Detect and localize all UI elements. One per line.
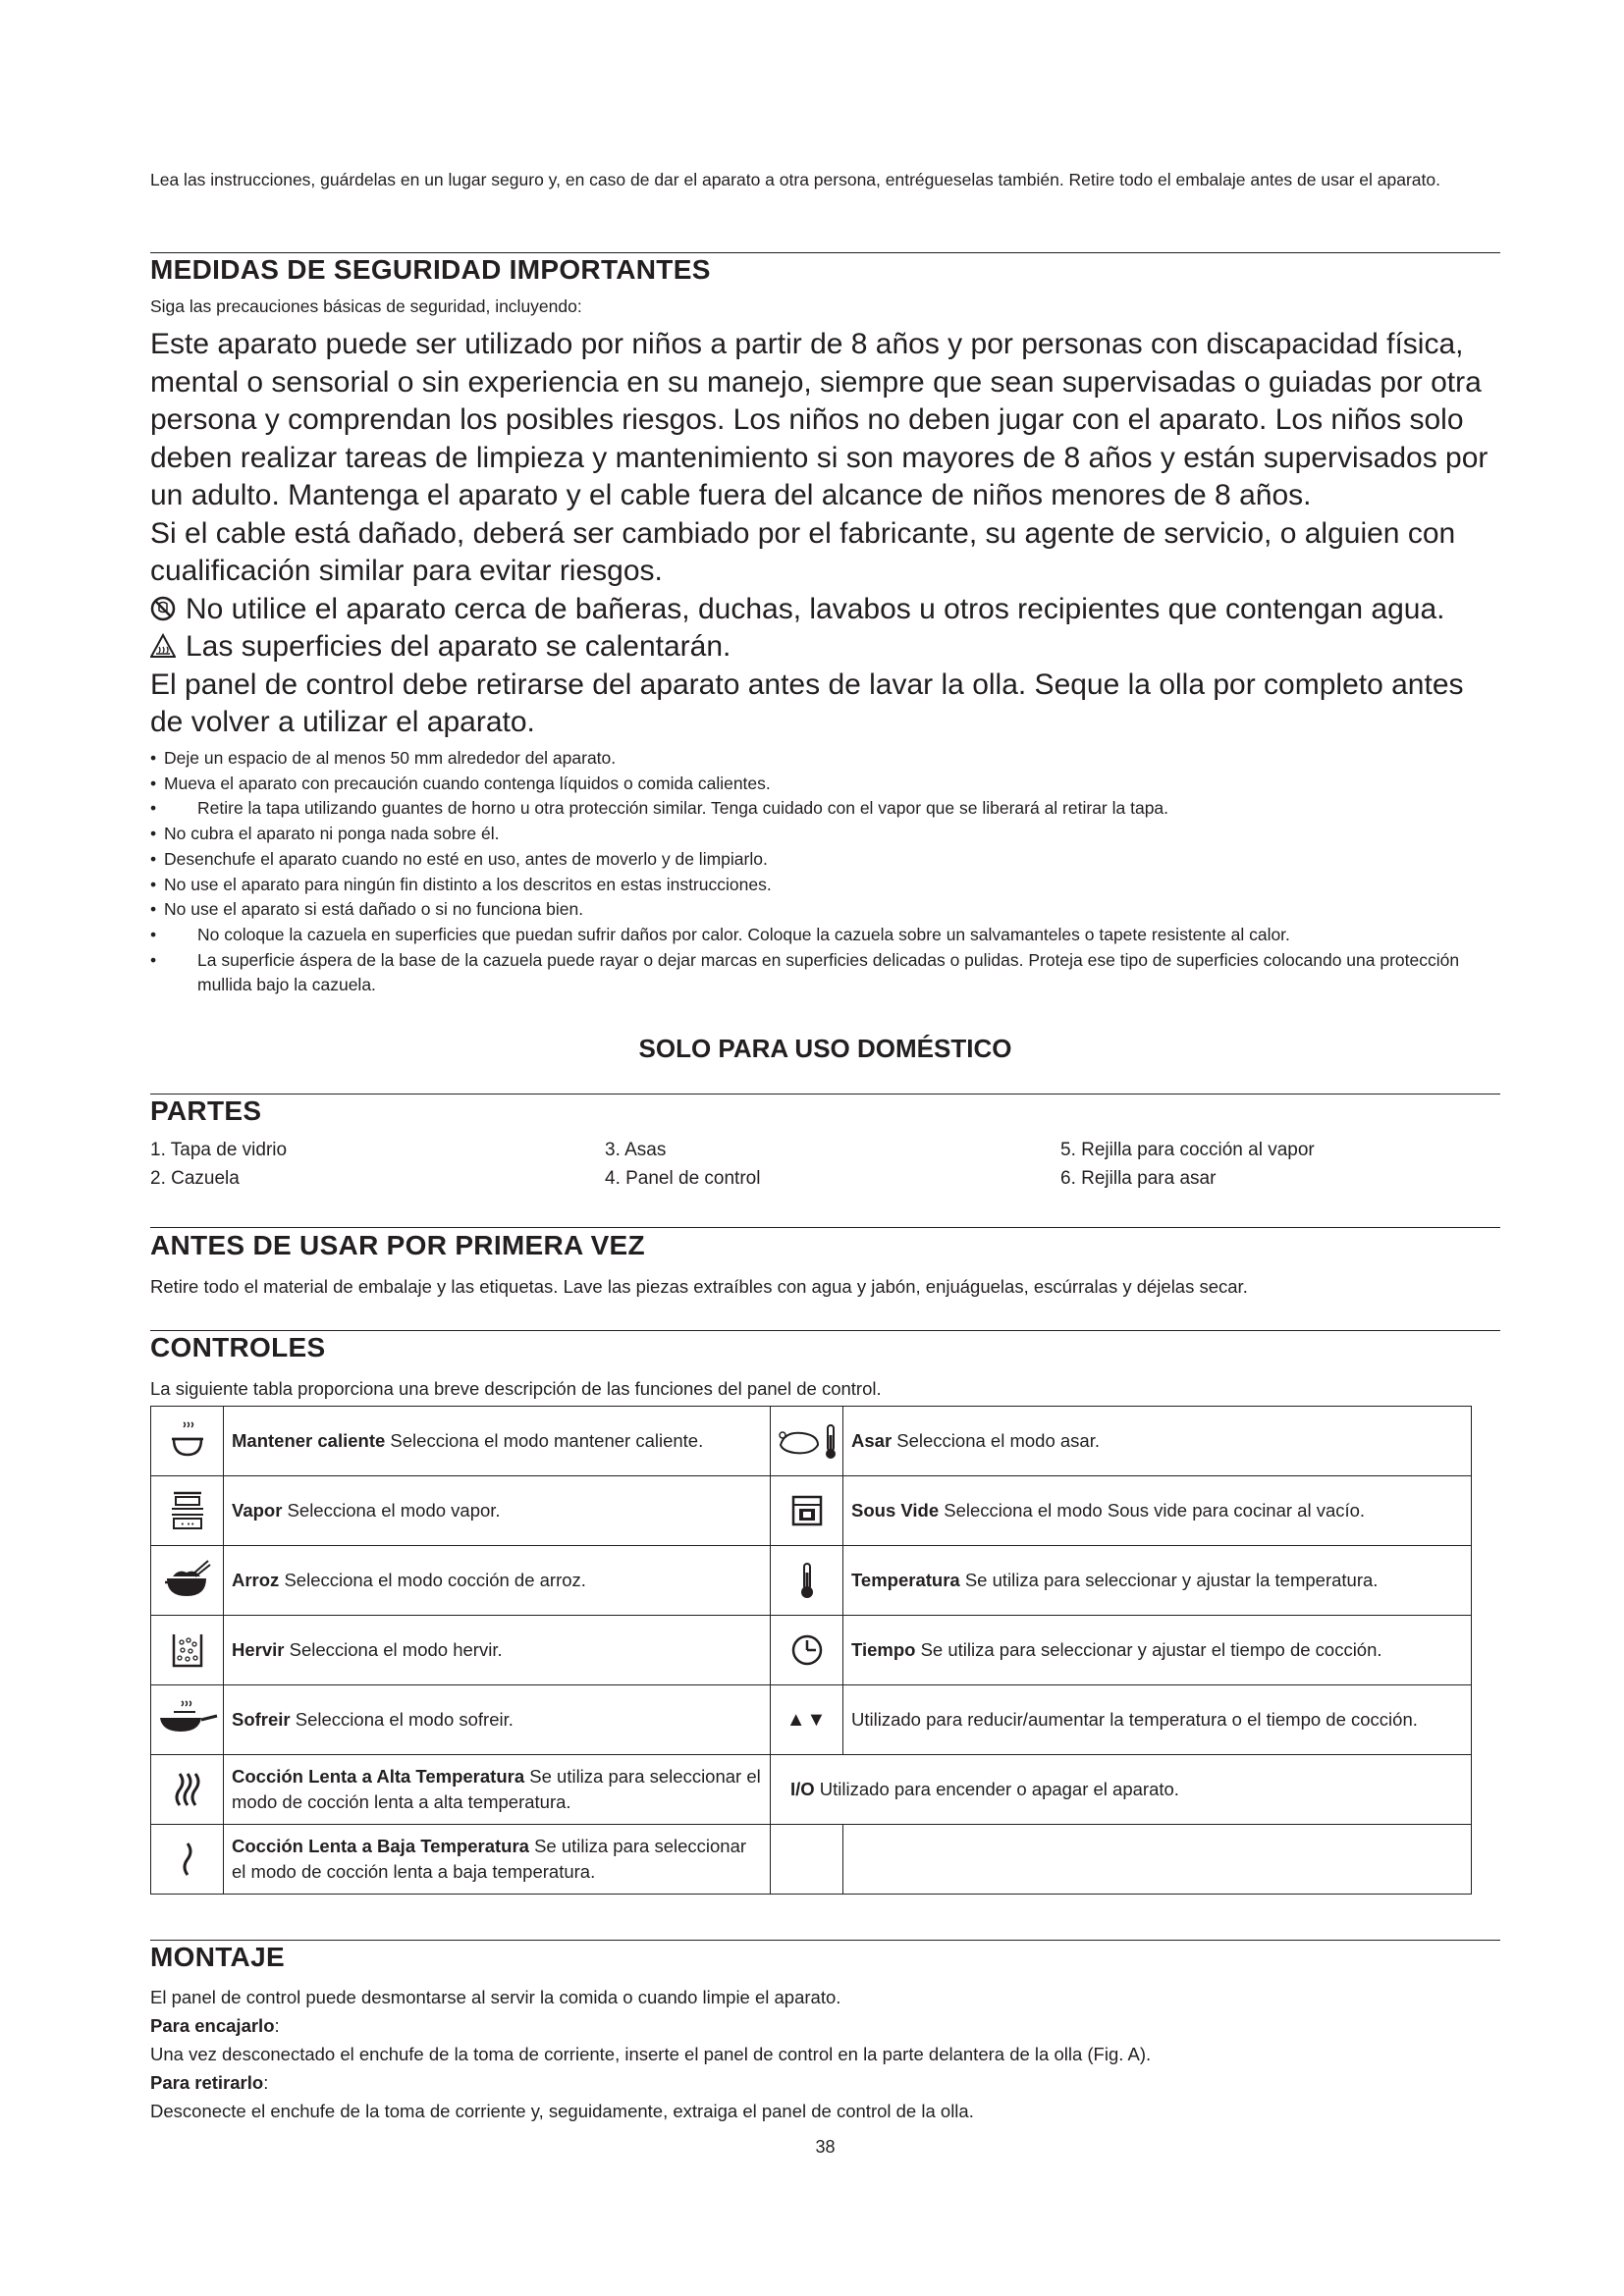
sous-vide-icon: [771, 1476, 843, 1546]
safety-subtitle: Siga las precauciones básicas de seguridad, incluyendo:: [150, 296, 582, 316]
control-name: Hervir: [232, 1639, 285, 1660]
control-name: Cocción Lenta a Baja Temperatura: [232, 1836, 529, 1856]
parts-col-1: [150, 1136, 287, 1193]
table-row: [151, 1616, 1472, 1685]
control-name: Sous Vide: [851, 1500, 940, 1521]
control-name: Arroz: [232, 1570, 280, 1590]
empty-cell: [843, 1825, 1472, 1895]
page-number: 38: [815, 2137, 836, 2157]
keep-warm-icon: [151, 1407, 224, 1476]
list-item: • No cubra el aparato ni ponga nada sobre él.: [150, 822, 1500, 847]
assembly-intro: El panel de control puede desmontarse al servir la comida o cuando limpie el aparato.: [150, 1987, 841, 2007]
empty-cell: [771, 1825, 843, 1895]
list-item: 3. Asas: [605, 1140, 667, 1160]
control-desc: [843, 1685, 1472, 1755]
svg-text:• ••: • ••: [180, 1521, 194, 1528]
parts-title: PARTES: [150, 1095, 262, 1126]
fry-pan-icon: [151, 1685, 224, 1755]
list-item: 5. Rejilla para cocción al vapor: [1060, 1140, 1315, 1160]
control-name: Asar: [851, 1430, 893, 1451]
divider: [150, 1094, 1500, 1095]
remove-label: Para retirarlo: [150, 2072, 264, 2093]
first-use-text: Retire todo el material de embalaje y las etiquetas. Lave las piezas extraíbles con agua y jabón, enjuáguelas, escúrralas y déjelas secar.: [150, 1276, 1248, 1297]
hot-surface-text: Las superficies del aparato se calentarán.: [186, 630, 731, 663]
children-warning: Este aparato puede ser utilizado por niños a partir de 8 años y por personas con discapacidad física, mental o sensorial o sin experiencia en su manejo, siempre que sean supervisadas o guiadas por otra persona y comprendan los posibles riesgos. Los niños no deben jugar con el aparato. Los niños solo deben realizar tareas de limpieza y mantenimiento si son mayores de 8 años y están supervisados por un adulto. Mantenga el aparato y el cable fuera del alcance de niños menores de 8 años.: [150, 328, 1489, 511]
fit-label-line: Para encajarlo:: [150, 2015, 280, 2036]
control-text: Selecciona el modo mantener caliente.: [385, 1430, 704, 1451]
clock-icon: [771, 1616, 843, 1685]
control-panel-warning: El panel de control debe retirarse del aparato antes de lavar la olla. Seque la olla por completo antes de volver a utilizar el aparato.: [150, 667, 1464, 738]
hot-surface-icon: [150, 633, 176, 659]
up-down-arrows-label: ▲▼: [785, 1709, 828, 1731]
list-item: • Deje un espacio de al menos 50 mm alrededor del aparato.: [150, 746, 1500, 772]
control-text: Selecciona el modo vapor.: [282, 1500, 501, 1521]
controls-table: [150, 1406, 1472, 1895]
water-warning: [150, 591, 1500, 629]
assembly-text: [150, 1983, 1500, 2125]
control-text: Utilizado para reducir/aumentar la temperatura o el tiempo de cocción.: [851, 1709, 1418, 1730]
safety-warnings: [150, 326, 1500, 742]
control-text: Selecciona el modo cocción de arroz.: [279, 1570, 586, 1590]
control-text: Selecciona el modo Sous vide para cocinar al vacío.: [939, 1500, 1366, 1521]
water-warning-text: No utilice el aparato cerca de bañeras, duchas, lavabos u otros recipientes que contengan agua.: [186, 592, 1445, 625]
remove-label-line: Para retirarlo:: [150, 2072, 269, 2093]
list-item: • Desenchufe el aparato cuando no esté en uso, antes de moverlo y de limpiarlo.: [150, 847, 1500, 873]
fit-label: Para encajarlo: [150, 2015, 275, 2036]
slow-cook-high-icon: [151, 1755, 224, 1825]
no-water-icon: [150, 596, 176, 621]
control-text: Se utiliza para seleccionar el modo de cocción lenta a baja temperatura.: [232, 1836, 747, 1882]
control-desc: [843, 1546, 1472, 1616]
list-item: 1. Tapa de vidrio: [150, 1140, 288, 1160]
control-name: Vapor: [232, 1500, 283, 1521]
control-desc: [224, 1546, 771, 1616]
table-row: [151, 1476, 1472, 1546]
list-item: • La superficie áspera de la base de la cazuela puede rayar o dejar marcas en superficies delicadas o pulidas. Proteja ese tipo de superficies colocando una protección mullida bajo la cazuela.: [150, 948, 1500, 998]
fit-text: Una vez desconectado el enchufe de la toma de corriente, inserte el panel de control en la parte delantera de la olla (Fig. A).: [150, 2044, 1152, 2064]
divider: [150, 1227, 1500, 1228]
domestic-use-title: SOLO PARA USO DOMÉSTICO: [638, 1034, 1012, 1063]
control-desc: [224, 1476, 771, 1546]
steam-icon: [151, 1476, 224, 1546]
assembly-title: MONTAJE: [150, 1942, 285, 1972]
controls-title: CONTROLES: [150, 1332, 326, 1362]
hot-surface-warning: [150, 628, 1500, 667]
control-name: Cocción Lenta a Alta Temperatura: [232, 1766, 525, 1787]
controls-intro: La siguiente tabla proporciona una breve descripción de las funciones del panel de control.: [150, 1378, 882, 1399]
control-text: Se utiliza para seleccionar y ajustar la temperatura.: [959, 1570, 1379, 1590]
parts-col-2: [605, 1136, 760, 1193]
control-text: Utilizado para encender o apagar el aparato.: [814, 1779, 1179, 1799]
divider: [150, 1330, 1500, 1331]
control-text: Selecciona el modo hervir.: [284, 1639, 503, 1660]
up-down-arrows-icon[interactable]: [771, 1685, 843, 1755]
control-desc: [224, 1616, 771, 1685]
control-text: Selecciona el modo sofreir.: [290, 1709, 514, 1730]
table-row: [151, 1825, 1472, 1895]
thermometer-icon: [771, 1546, 843, 1616]
remove-text: Desconecte el enchufe de la toma de corriente y, seguidamente, extraiga el panel de control de la olla.: [150, 2101, 974, 2121]
rice-icon: [151, 1546, 224, 1616]
list-item: • Retire la tapa utilizando guantes de horno u otra protección similar. Tenga cuidado con el vapor que se liberará al retirar la tapa.: [150, 796, 1500, 822]
table-row: [151, 1546, 1472, 1616]
roast-icon: [771, 1407, 843, 1476]
list-item: • No use el aparato para ningún fin distinto a los descritos en estas instrucciones.: [150, 873, 1500, 898]
cable-warning: Si el cable está dañado, deberá ser cambiado por el fabricante, su agente de servicio, o alguien con cualificación similar para evitar riesgos.: [150, 516, 1456, 587]
table-row: [151, 1755, 1472, 1825]
control-name: Mantener caliente: [232, 1430, 386, 1451]
list-item: • No use el aparato si está dañado o si no funciona bien.: [150, 897, 1500, 923]
boil-icon: [151, 1616, 224, 1685]
divider: [150, 1940, 1500, 1941]
control-desc: [224, 1407, 771, 1476]
control-name: Sofreir: [232, 1709, 291, 1730]
safety-bullet-list: [150, 746, 1500, 998]
list-item: 2. Cazuela: [150, 1168, 240, 1189]
control-desc: [843, 1616, 1472, 1685]
control-text: Selecciona el modo asar.: [892, 1430, 1100, 1451]
control-text: Se utiliza para seleccionar y ajustar el tiempo de cocción.: [915, 1639, 1382, 1660]
slow-cook-low-icon: [151, 1825, 224, 1895]
table-row: [151, 1685, 1472, 1755]
control-desc: [224, 1825, 771, 1895]
parts-col-3: [1060, 1136, 1315, 1193]
control-text: Se utiliza para seleccionar el modo de cocción lenta a alta temperatura.: [232, 1766, 761, 1812]
safety-title: MEDIDAS DE SEGURIDAD IMPORTANTES: [150, 254, 711, 285]
control-name: Temperatura: [851, 1570, 960, 1590]
first-use-title: ANTES DE USAR POR PRIMERA VEZ: [150, 1230, 645, 1260]
divider: [150, 252, 1500, 253]
control-desc: [843, 1407, 1472, 1476]
table-row: [151, 1407, 1472, 1476]
control-desc: [224, 1755, 771, 1825]
list-item: • No coloque la cazuela en superficies que puedan sufrir daños por calor. Coloque la cazuela sobre un salvamanteles o tapete resistente al calor.: [150, 923, 1500, 948]
control-desc: [771, 1755, 1472, 1825]
intro-text: Lea las instrucciones, guárdelas en un lugar seguro y, en caso de dar el aparato a otra persona, entrégueselas también. Retire todo el embalaje antes de usar el aparato.: [150, 170, 1440, 189]
list-item: 4. Panel de control: [605, 1168, 761, 1189]
control-desc: [843, 1476, 1472, 1546]
power-label[interactable]: I/O: [790, 1779, 815, 1799]
control-desc: [224, 1685, 771, 1755]
list-item: 6. Rejilla para asar: [1060, 1168, 1217, 1189]
control-name: Tiempo: [851, 1639, 916, 1660]
list-item: • Mueva el aparato con precaución cuando contenga líquidos o comida calientes.: [150, 772, 1500, 797]
